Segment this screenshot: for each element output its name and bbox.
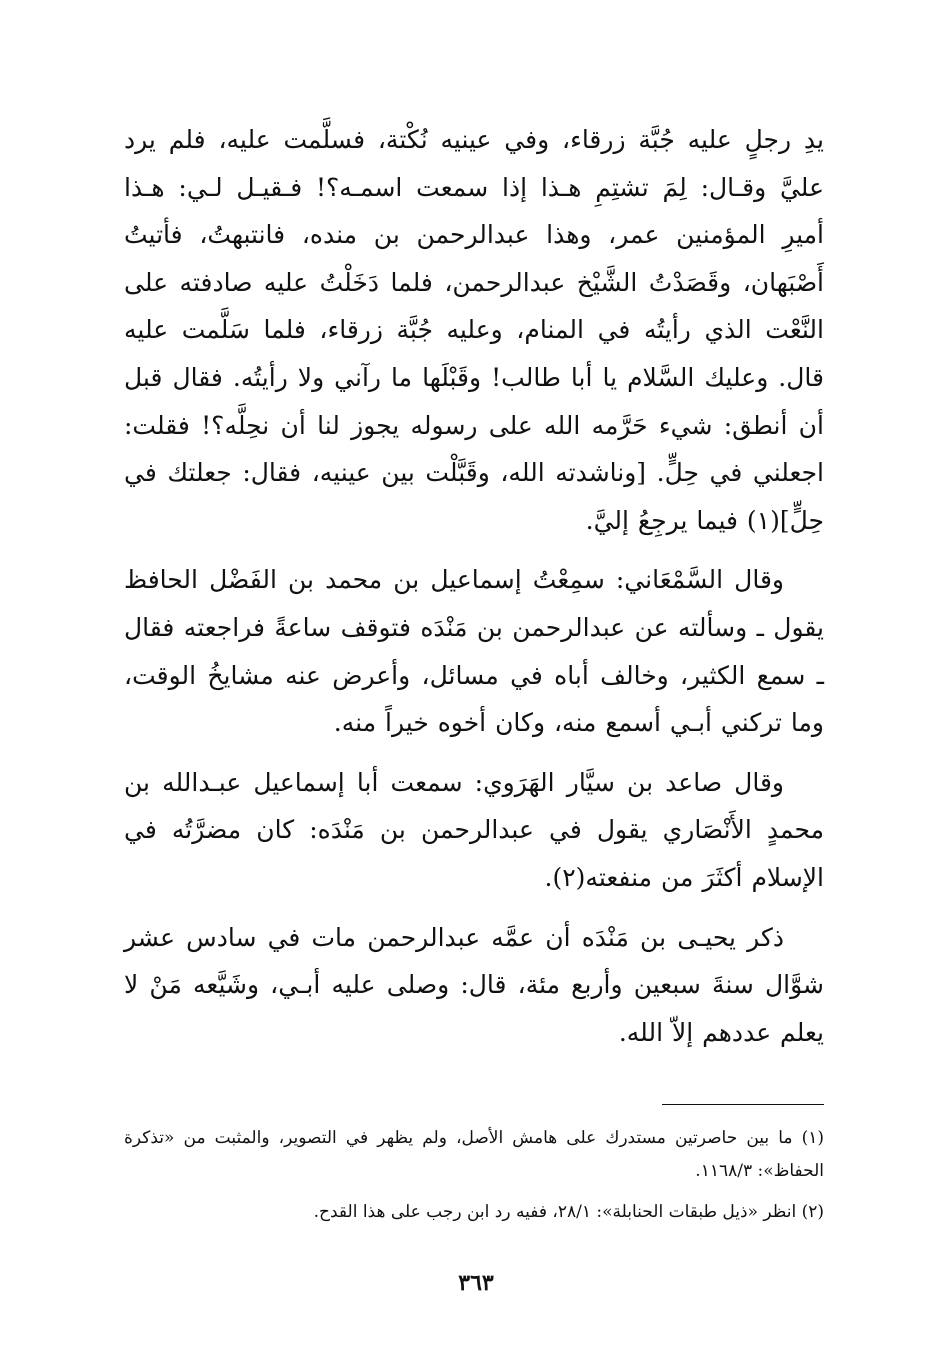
paragraph-2: وقال السَّمْعَاني: سمِعْتُ إسماعيل بن محمد بن الفَضْل الحافظ يقول ـ وسألته عن عبدالرحمن بن مَنْدَه فتوقف ساعةً فراجعته فقال ـ سمع الكثير، وخالف أباه في مسائل، وأعرض عنه مشايخُ الوقت، وما تركني أبـي أسمع منه، وكان أخوه خيراً منه.: [124, 565, 824, 738]
paragraph-1: يدِ رجلٍ عليه جُبَّة زرقاء، وفي عينيه نُكْتة، فسلَّمت عليه، فلم يرد عليَّ وقـال: لِمَ تشتِمِ هـذا إذا سمعت اسمـه؟! فـقيـل لـي: هـذا أميرِ المؤمنين عمر، وهذا عبدالرحمن بن منده، فانتبهتُ، فأتيتُ أَصْبَهان، وقَصَدْتُ الشَّيْخ عبدالرحمن، فلما دَخَلْتُ عليه صادفته على النَّعْت الذي رأيتُه في المنام، وعليه جُبَّة زرقاء، فلما سَلَّمت عليه قال. وعليك السَّلام يا أبا طالب! وقَبْلَها ما رآني ولا رأيتُه. فقال قبل أن أنطق: شيء حَرَّمه الله على رسوله يجوز لنا أن نحِلَّه؟! فقلت: اجعلني في حِلٍّ. [وناشدته الله، وقَبَّلْت بين عينيه، فقال: جعلتك في حِلٍّ](١) فيما يرجِعُ إليَّ.: [124, 125, 824, 535]
footnote-1: (١) ما بين حاصرتين مستدرك على هامش الأصل، ولم يظهر في التصوير، والمثبت من «تذكرة الحفاظ»: ١١٦٨/٣.: [124, 1128, 824, 1181]
main-text: [124, 116, 824, 1068]
footnote-divider: [662, 1104, 824, 1105]
paragraph-4: ذكر يحيـى بن مَنْدَه أن عمَّه عبدالرحمن مات في سادس عشر شوَّال سنةَ سبعين وأربع مئة، قال: وصلى عليه أبـي، وشَيَّعه مَنْ لا يعلم عددهم إلاّ الله.: [124, 922, 824, 1047]
paragraph-3: وقال صاعد بن سيَّار الهَرَوي: سمعت أبا إسماعيل عبـدالله بن محمدٍ الأَنْصَاري يقول في عبدالرحمن بن مَنْدَه: كان مضرَّتُه في الإسلام أكثَرَ من منفعته(٢).: [124, 767, 824, 892]
page-number: ٣٦٣: [458, 1270, 494, 1296]
footnote-2: (٢) انظر «ذيل طبقات الحنابلة»: ٢٨/١، ففيه رد ابن رجب على هذا القدح.: [313, 1202, 824, 1222]
footnotes: [124, 1122, 824, 1237]
